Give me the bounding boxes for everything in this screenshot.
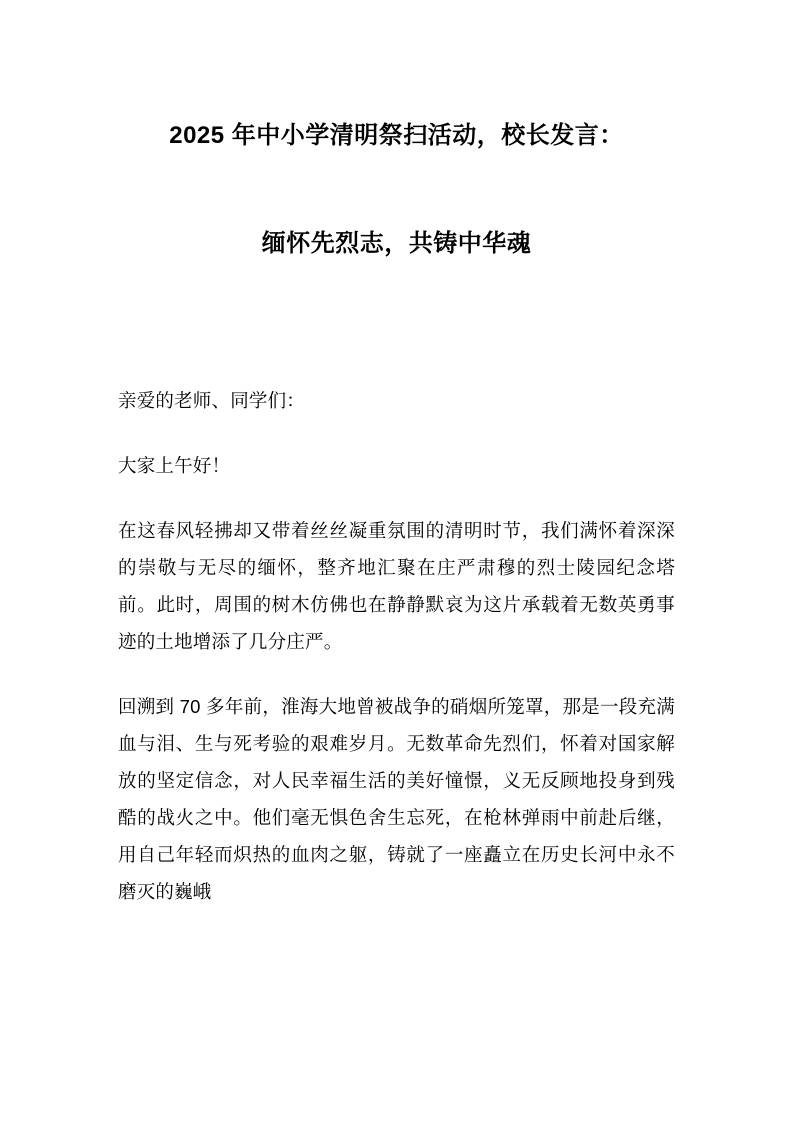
- document-body: [118, 382, 675, 910]
- paragraph-greeting: 大家上午好！: [118, 455, 231, 476]
- paragraph-body-2: 回溯到 70 多年前，淮海大地曾被战争的硝烟所笼罩，那是一段充满血与泪、生与死考验的艰难岁月。无数革命先烈们，怀着对国家解放的坚定信念，对人民幸福生活的美好憧憬，义无反顾地投身到残酷的战火之中。他们毫无惧色舍生忘死，在枪林弹雨中前赴后继，用自己年轻而炽热的血肉之躯，铸就了一座矗立在历史长河中永不磨灭的巍峨: [118, 696, 675, 902]
- paragraph-salutation: 亲爱的老师、同学们：: [118, 390, 306, 411]
- page-subtitle: 缅怀先烈志，共铸中华魂: [261, 230, 532, 257]
- paragraph-body-1: 在这春风轻拂却又带着丝丝凝重氛围的清明时节，我们满怀着深深的崇敬与无尽的缅怀，整齐地汇聚在庄严肃穆的烈士陵园纪念塔前。此时，周围的树木仿佛也在静静默哀为这片承载着无数英勇事迹的土地增添了几分庄严。: [118, 520, 675, 652]
- page-title: 2025 年中小学清明祭扫活动，校长发言：: [169, 122, 624, 149]
